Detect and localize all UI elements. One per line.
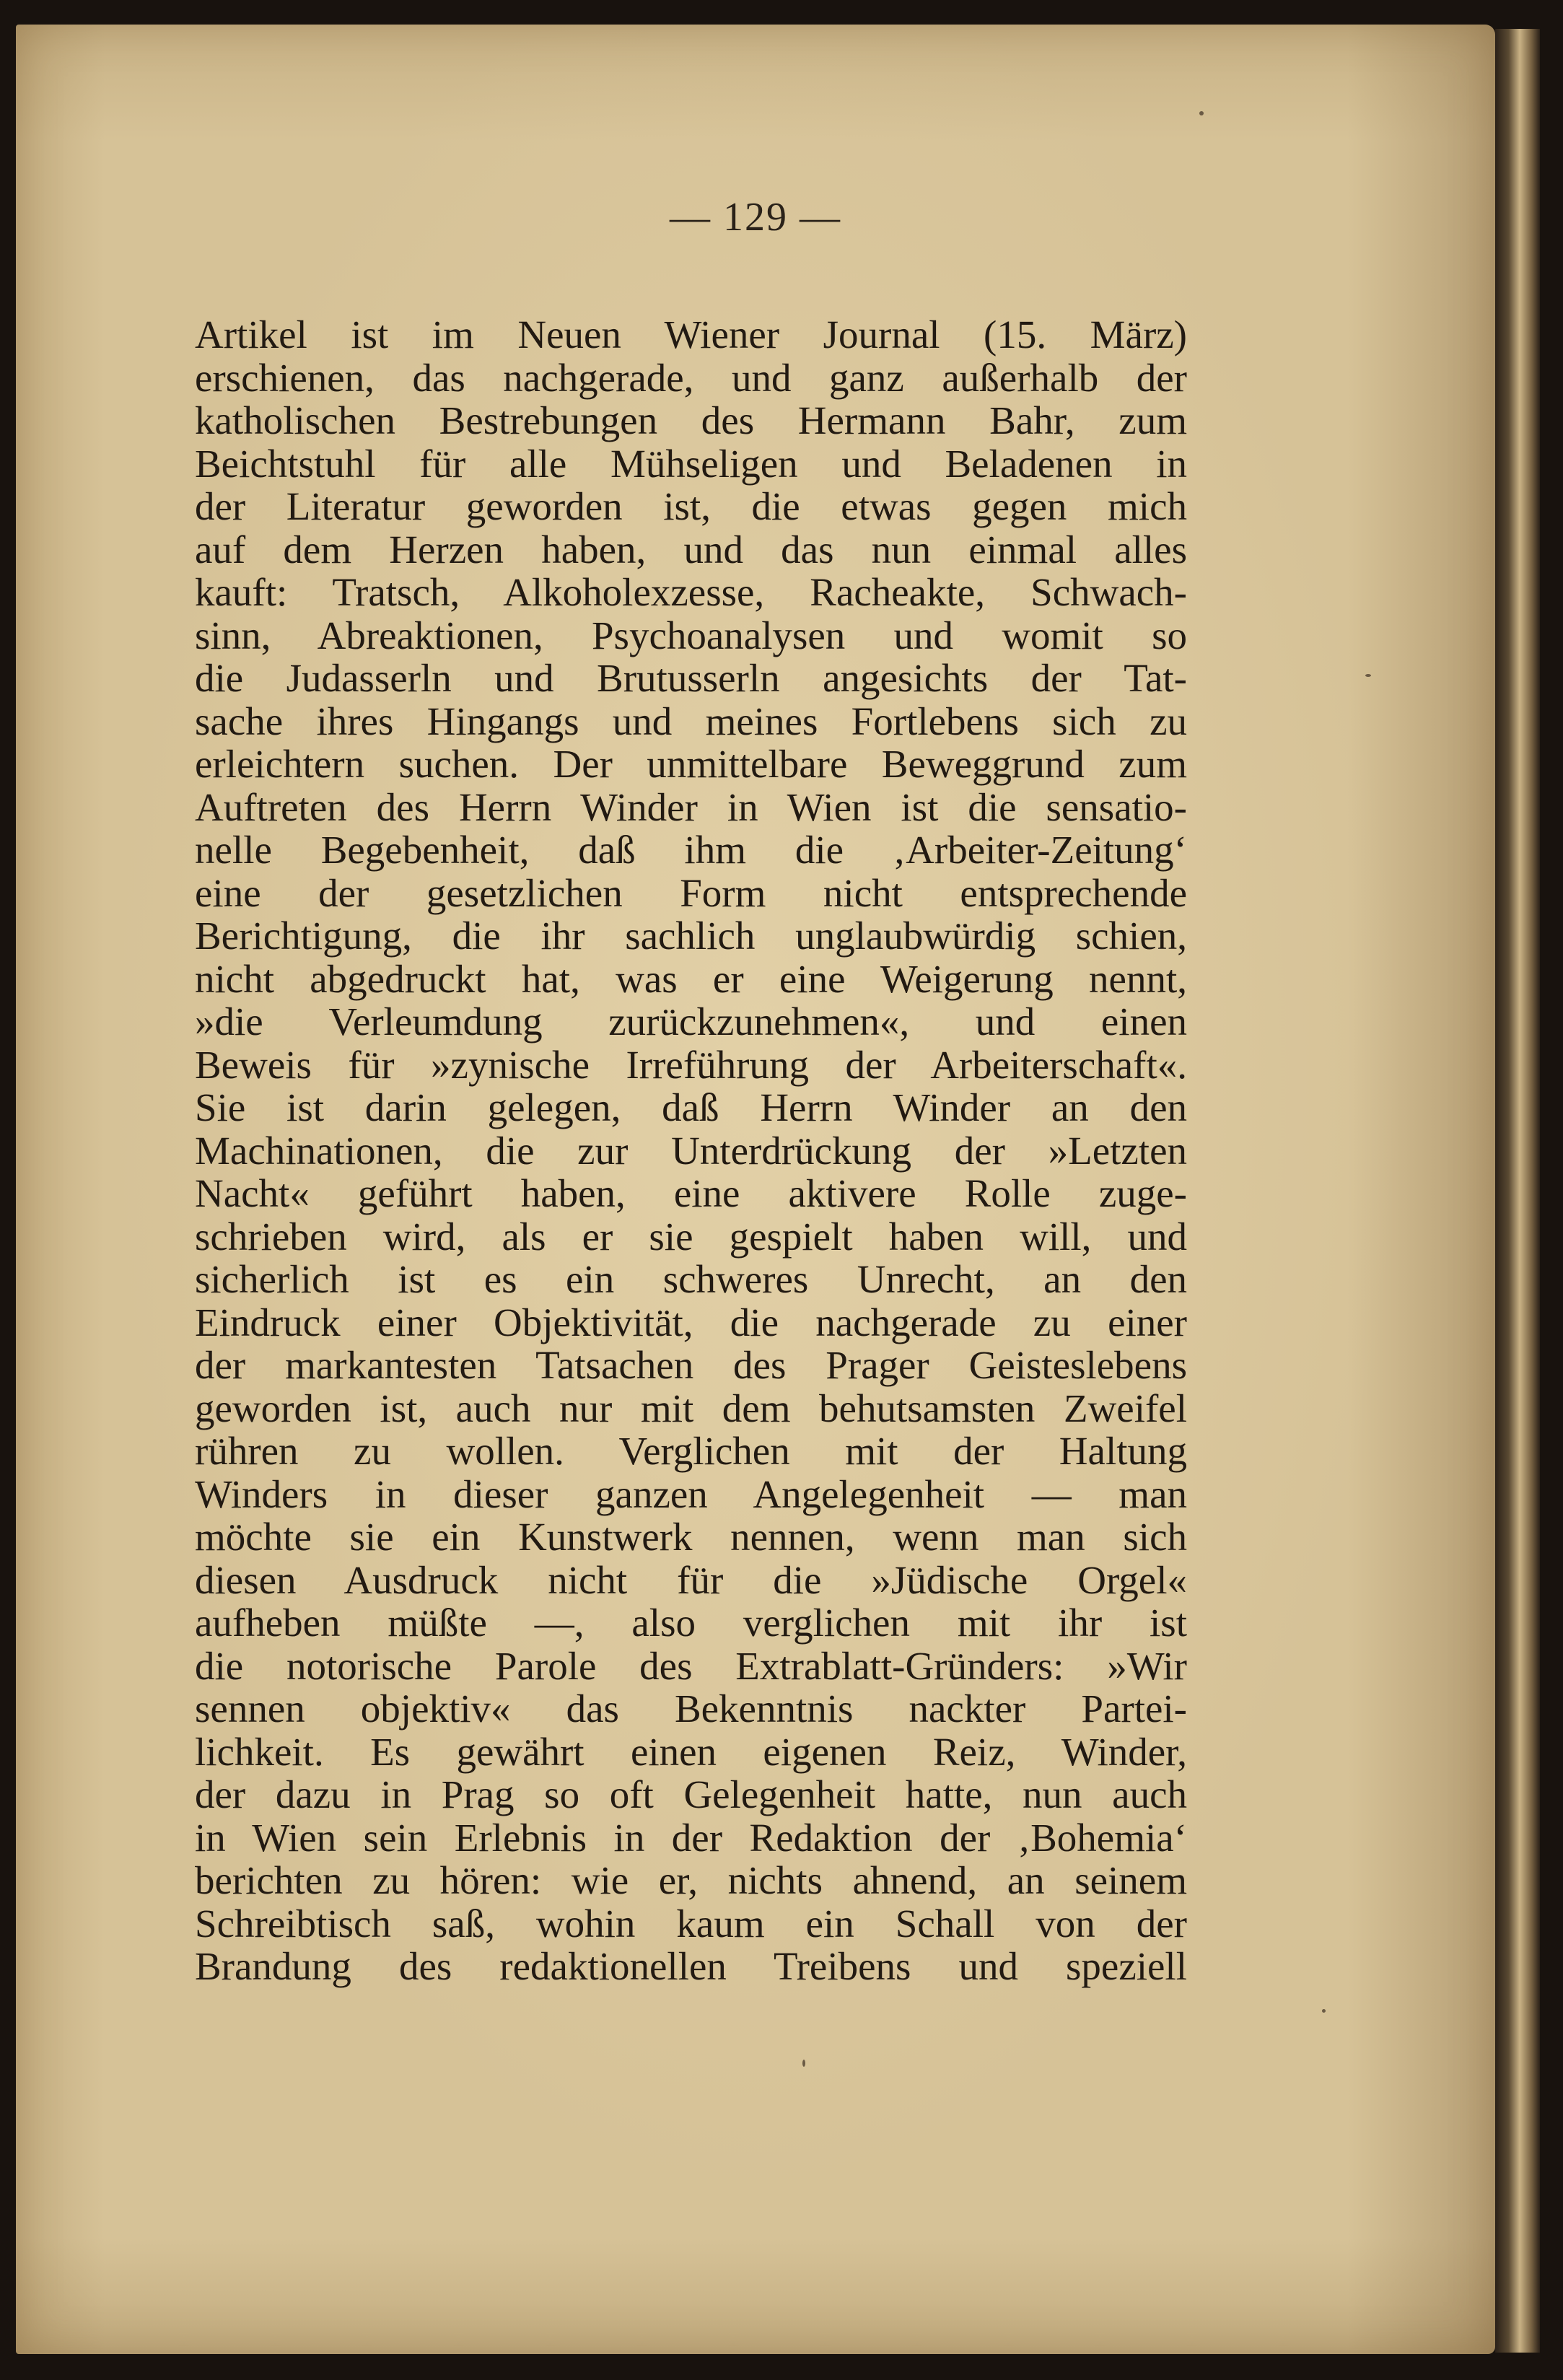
text-line: katholischen Bestrebungen des Hermann Bahr, zum	[195, 398, 1187, 442]
body-text	[195, 313, 1187, 1988]
text-line: möchte sie ein Kunstwerk nennen, wenn man sich	[195, 1515, 1187, 1559]
text-line: der Literatur geworden ist, die etwas gegen mich	[195, 484, 1187, 528]
text-line: Machinationen, die zur Unterdrückung der »Letzten	[195, 1128, 1187, 1173]
text-line: geworden ist, auch nur mit dem behutsamsten Zweifel	[195, 1386, 1187, 1430]
text-line: kauft: Tratsch, Alkoholexzesse, Racheakte, Schwach-	[195, 570, 1187, 614]
text-line: lichkeit. Es gewährt einen eigenen Reiz, Winder,	[195, 1729, 1187, 1774]
text-line: nicht abgedruckt hat, was er eine Weigerung nennt,	[195, 956, 1187, 1001]
text-line: sicherlich ist es ein schweres Unrecht, an den	[195, 1257, 1187, 1301]
text-line: Beichtstuhl für alle Mühseligen und Beladenen in	[195, 441, 1187, 486]
text-line: aufheben müßte —, also verglichen mit ihr ist	[195, 1601, 1187, 1645]
text-line: nelle Begebenheit, daß ihm die ‚Arbeiter-Zeitung‘	[195, 828, 1187, 872]
text-line: sennen objektiv« das Bekenntnis nackter Partei-	[195, 1686, 1187, 1731]
text-line: Winders in dieser ganzen Angelegenheit — man	[195, 1471, 1187, 1516]
text-line: Sie ist darin gelegen, daß Herrn Winder an den	[195, 1085, 1187, 1129]
text-line: der dazu in Prag so oft Gelegenheit hatte, nun auch	[195, 1772, 1187, 1816]
text-line: Eindruck einer Objektivität, die nachgerade zu einer	[195, 1300, 1187, 1344]
book-page	[16, 25, 1495, 2354]
paper-speck	[1322, 2009, 1326, 2013]
text-line: erleichtern suchen. Der unmittelbare Beweggrund zum	[195, 742, 1187, 786]
text-line: sache ihres Hingangs und meines Fortlebens sich zu	[195, 699, 1187, 743]
text-line: Schreibtisch saß, wohin kaum ein Schall von der	[195, 1901, 1187, 1946]
paper-speck	[1365, 674, 1371, 677]
text-line: die Judasserln und Brutusserln angesichts der Tat-	[195, 656, 1187, 700]
text-line: Berichtigung, die ihr sachlich unglaubwürdig schien,	[195, 914, 1187, 958]
text-line: auf dem Herzen haben, und das nun einmal alles	[195, 527, 1187, 572]
text-line: »die Verleumdung zurückzunehmen«, und einen	[195, 999, 1187, 1044]
text-line: Beweis für »zynische Irreführung der Arbeiterschaft«.	[195, 1042, 1187, 1087]
paper-speck	[802, 2060, 805, 2067]
book-spine-edge	[1495, 29, 1540, 2353]
text-line: berichten zu hören: wie er, nichts ahnend, an seinem	[195, 1858, 1187, 1902]
text-line: Auftreten des Herrn Winder in Wien ist die sensatio-	[195, 784, 1187, 829]
text-line: eine der gesetzlichen Form nicht entsprechende	[195, 870, 1187, 915]
page-number: — 129 —	[670, 195, 841, 240]
text-line: erschienen, das nachgerade, und ganz außerhalb der	[195, 355, 1187, 400]
text-line: schrieben wird, als er sie gespielt haben will, und	[195, 1214, 1187, 1259]
text-line: sinn, Abreaktionen, Psychoanalysen und womit so	[195, 613, 1187, 657]
text-line: Nacht« geführt haben, eine aktivere Rolle zuge-	[195, 1171, 1187, 1215]
text-line: der markantesten Tatsachen des Prager Geisteslebens	[195, 1343, 1187, 1387]
text-line: die notorische Parole des Extrablatt-Gründers: »Wir	[195, 1643, 1187, 1688]
text-line: diesen Ausdruck nicht für die »Jüdische Orgel«	[195, 1557, 1187, 1602]
text-line: Brandung des redaktionellen Treibens und speziell	[195, 1944, 1187, 1988]
text-line: in Wien sein Erlebnis in der Redaktion der ‚Bohemia‘	[195, 1815, 1187, 1860]
text-line: rühren zu wollen. Verglichen mit der Haltung	[195, 1429, 1187, 1473]
text-line: Artikel ist im Neuen Wiener Journal (15. März)	[195, 312, 1187, 356]
paper-speck	[1199, 111, 1204, 115]
